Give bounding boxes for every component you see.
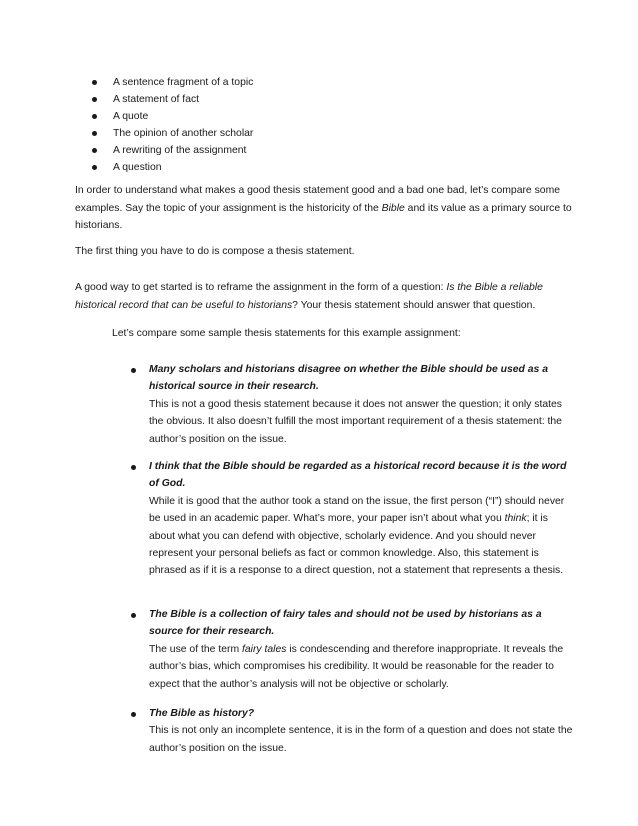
paragraph-reframe: A good way to get started is to reframe the assignment in the form of a question: Is the Bible a reliable historical record that can be useful to historians? Your thesis statement should answer that question. [75,282,543,311]
example-head: The Bible as history? [149,708,255,719]
bullet-icon [92,165,97,170]
bullet-icon [131,613,136,618]
bullet-icon [92,97,97,102]
non-thesis-list [92,74,253,176]
example-item-4 [149,705,574,757]
bullet-icon [92,148,97,153]
example-head: Many scholars and historians disagree on whether the Bible should be used as a historical source in their research. [149,364,548,393]
bullet-icon [131,712,136,717]
example-head: The Bible is a collection of fairy tales and should not be used by historians as a source for their research. [149,609,542,638]
list-item: The opinion of another scholar [92,125,253,142]
list-item: A question [92,159,253,176]
list-item: A sentence fragment of a topic [92,74,253,91]
list-item: A rewriting of the assignment [92,142,253,159]
example-item-3 [149,606,574,693]
question-italic: Is the Bible a reliable historical record that can be useful to historians [75,282,543,311]
paragraph-first-thing: The first thing you have to do is compose a thesis statement. [75,246,355,257]
paragraph-compare-samples: Let’s compare some sample thesis statements for this example assignment: [112,328,461,339]
example-body: This is not a good thesis statement because it does not answer the question; it only states the obvious. It also doesn’t fulfill the most important requirement of a thesis statement: the author’s position on the issue. [149,398,562,445]
example-body: The use of the term fairy tales is condescending and therefore inappropriate. It reveals the author’s bias, which compromises his credibility. It would be reasonable for the reader to expect that the author’s analysis will not be objective or scholarly. [149,643,564,690]
example-head: I think that the Bible should be regarded as a historical record because it is the word of God. [149,461,567,490]
paragraph-compare: In order to understand what makes a good thesis statement good and a bad one bad, let’s compare some examples. Say the topic of your assignment is the historicity of the Bible and its value as a primary source to historians. [75,185,572,232]
example-body: This is not only an incomplete sentence, it is in the form of a question and does not state the author’s position on the issue. [149,725,573,754]
list-item: A quote [92,108,253,125]
think-italic: think [504,513,527,525]
bullet-icon [131,465,136,470]
bullet-icon [92,114,97,119]
example-item-1 [149,361,574,448]
bullet-icon [92,131,97,136]
example-item-2 [149,458,574,580]
bullet-icon [131,368,136,373]
list-item: A statement of fact [92,91,253,108]
bible-italic: Bible [381,202,405,214]
example-body: While it is good that the author took a stand on the issue, the first person (“I”) should never be used in an academic paper. What’s more, your paper isn’t about what you think; it is about what you can defend with objective, scholarly evidence. And you should never represent your personal beliefs as fact or common knowledge. Also, this statement is phrased as if it is a response to a direct question, not a statement that represents a thesis. [149,495,565,577]
fairy-tales-italic: fairy tales [241,643,287,655]
bullet-icon [92,80,97,85]
